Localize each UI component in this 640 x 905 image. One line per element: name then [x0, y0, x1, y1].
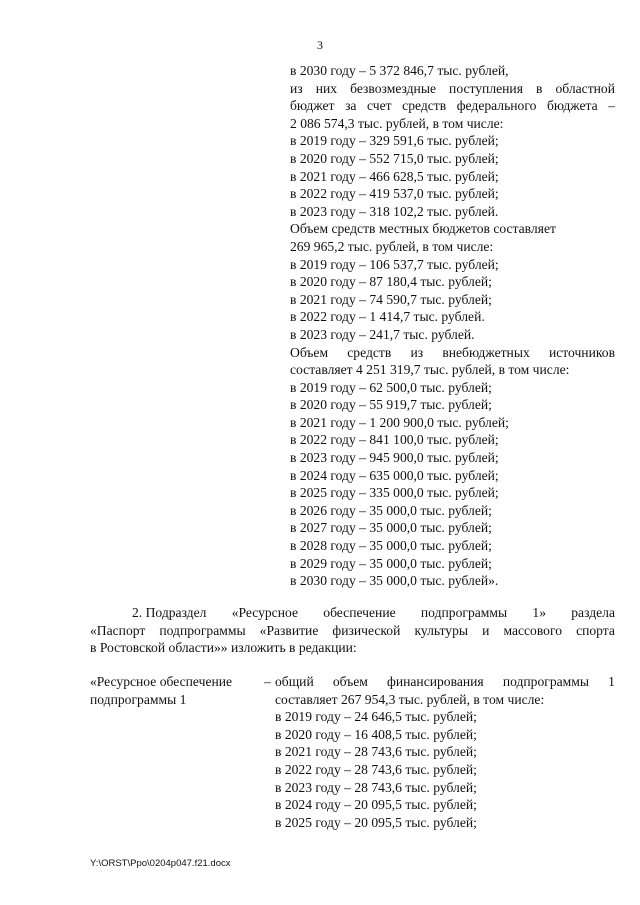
word: «Паспорт — [90, 622, 146, 638]
word: подпрограммы — [502, 674, 590, 689]
text-line-justified — [90, 604, 615, 622]
text-line: в 2025 году – 335 000,0 тыс. рублей; — [290, 485, 499, 501]
text-line: в 2023 году – 28 743,6 тыс. рублей; — [275, 779, 477, 795]
text-line: в 2019 году – 24 646,5 тыс. рублей; — [275, 709, 477, 725]
text-line: в 2024 году – 635 000,0 тыс. рублей; — [290, 467, 499, 483]
text-line: в 2027 году – 35 000,0 тыс. рублей; — [290, 520, 492, 536]
text-line-justified — [275, 673, 615, 691]
word: средств — [402, 98, 447, 114]
text-line: в 2022 году – 419 537,0 тыс. рублей; — [290, 186, 499, 202]
text-line: в 2019 году – 106 537,7 тыс. рублей; — [290, 256, 499, 272]
word: счет — [367, 98, 392, 114]
word: из — [290, 80, 303, 96]
word: объем — [332, 674, 368, 689]
word: подпрограммы — [159, 622, 246, 638]
word: из — [410, 344, 424, 360]
text-line: в 2021 году – 466 628,5 тыс. рублей; — [290, 168, 499, 184]
text-line: в 2029 году – 35 000,0 тыс. рублей; — [290, 555, 492, 571]
resource-funding — [275, 673, 615, 831]
word: в — [536, 80, 543, 96]
word: общий — [275, 674, 314, 689]
word: внебюджетных — [442, 344, 530, 360]
word: бюджет — [290, 98, 335, 114]
text-line: в 2022 году – 1 414,7 тыс. рублей. — [290, 309, 485, 325]
separator-dash: – — [264, 674, 271, 689]
text-line-justified — [290, 97, 615, 115]
text-line: в 2021 году – 74 590,7 тыс. рублей; — [290, 291, 492, 307]
text-line: 2 086 574,3 тыс. рублей, в том числе: — [290, 115, 504, 131]
word: за — [345, 98, 357, 114]
text-line: в 2028 году – 35 000,0 тыс. рублей; — [290, 538, 492, 554]
text-line: Объем средств местных бюджетов составляет — [290, 221, 556, 237]
word: безвозмездные — [350, 80, 436, 96]
word: Объем — [290, 344, 329, 360]
word: 2. Подраздел — [132, 605, 207, 620]
word: – — [608, 98, 615, 114]
word: «Развитие — [259, 622, 319, 638]
text-line-justified — [290, 80, 615, 98]
text-line: составляет 267 954,3 тыс. рублей, в том числе: — [275, 691, 545, 707]
word: массового — [503, 622, 563, 638]
text-line: в 2025 году – 20 095,5 тыс. рублей; — [275, 814, 477, 830]
resource-label — [90, 673, 265, 708]
amendment-paragraph — [90, 604, 615, 657]
text-line: в 2020 году – 55 919,7 тыс. рублей; — [290, 397, 492, 413]
text-line: в 2020 году – 87 180,4 тыс. рублей; — [290, 274, 492, 290]
word: поступления — [449, 80, 523, 96]
word: и — [482, 622, 490, 638]
text-line: в 2023 году – 241,7 тыс. рублей. — [290, 326, 475, 342]
text-line: в 2022 году – 28 743,6 тыс. рублей; — [275, 761, 477, 777]
text-line: 269 965,2 тыс. рублей, в том числе: — [290, 238, 494, 254]
word: раздела — [571, 605, 615, 620]
text-line: в 2026 году – 35 000,0 тыс. рублей; — [290, 502, 492, 518]
word: источников — [548, 344, 615, 360]
word: бюджета — [546, 98, 598, 114]
word: подпрограммы — [420, 605, 508, 620]
text-line: в 2019 году – 329 591,6 тыс. рублей; — [290, 133, 499, 149]
file-path-footer: Y:\ORST\Ppo\0204p047.f21.docx — [90, 858, 231, 869]
text-line: в Ростовской области»» изложить в редакции: — [90, 640, 357, 656]
word: физической — [332, 622, 401, 638]
word: федерального — [456, 98, 537, 114]
funding-continuation — [290, 62, 615, 590]
word: областной — [555, 80, 615, 96]
text-line: в 2030 году – 5 372 846,7 тыс. рублей, — [290, 63, 509, 78]
text-line: в 2019 году – 62 500,0 тыс. рублей; — [290, 379, 492, 395]
word: финансирования — [387, 674, 484, 689]
word: обеспечение — [323, 605, 396, 620]
text-line: в 2020 году – 552 715,0 тыс. рублей; — [290, 150, 499, 166]
text-line: подпрограммы 1 — [90, 691, 187, 707]
text-line: в 2022 году – 841 100,0 тыс. рублей; — [290, 432, 499, 448]
word: «Ресурсное — [231, 605, 298, 620]
text-line: в 2021 году – 28 743,6 тыс. рублей; — [275, 744, 477, 760]
word: спорта — [576, 622, 615, 638]
text-line-justified — [290, 344, 615, 362]
text-line: в 2030 году – 35 000,0 тыс. рублей». — [290, 573, 499, 589]
word: средств — [347, 344, 392, 360]
text-line: в 2024 году – 20 095,5 тыс. рублей; — [275, 797, 477, 813]
text-line: в 2023 году – 945 900,0 тыс. рублей; — [290, 450, 499, 466]
page-number: 3 — [317, 38, 323, 52]
text-line: в 2020 году – 16 408,5 тыс. рублей; — [275, 726, 477, 742]
word: культуры — [414, 622, 469, 638]
word: них — [315, 80, 338, 96]
text-line: в 2021 году – 1 200 900,0 тыс. рублей; — [290, 414, 509, 430]
word: 1 — [608, 674, 615, 689]
text-line-justified — [90, 622, 615, 640]
text-line: составляет 4 251 319,7 тыс. рублей, в том числе: — [290, 362, 570, 378]
text-line: в 2023 году – 318 102,2 тыс. рублей. — [290, 203, 499, 219]
text-line: «Ресурсное обеспечение — [90, 674, 233, 689]
word: 1» — [532, 605, 546, 620]
